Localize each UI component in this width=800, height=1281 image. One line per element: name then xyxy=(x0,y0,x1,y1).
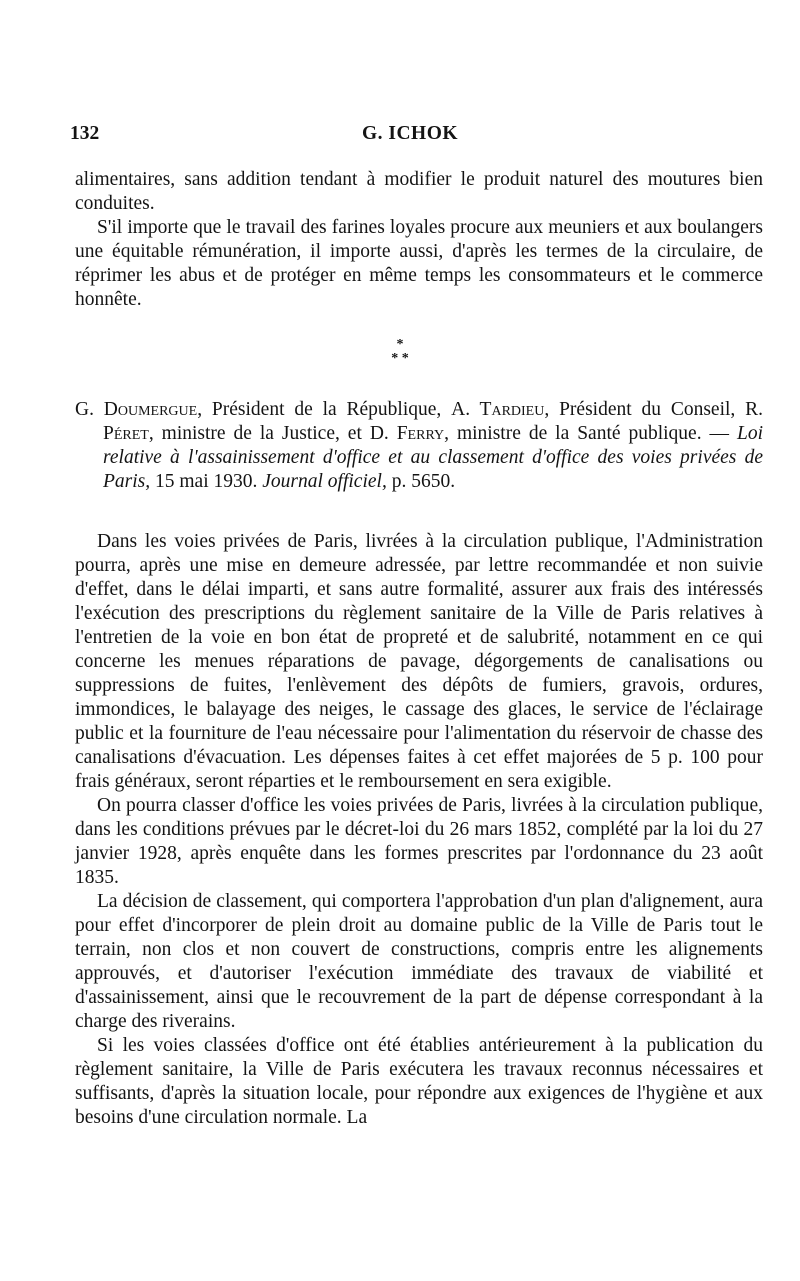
running-head: G. ICHOK xyxy=(361,123,459,144)
author-name: A. Tardieu xyxy=(451,399,545,420)
author-name: G. Doumergue xyxy=(75,399,198,420)
top-text-block xyxy=(75,168,763,312)
journal-name: Journal officiel, xyxy=(262,471,387,492)
paragraph: On pourra classer d'office les voies privées de Paris, livrées à la circulation publique, dans les conditions prévues par le décret-loi du 26 mars 1852, complété par la loi du 27 janvier 1928, après enquête dans les formes prescrites par l'ordonnance du 23 août 1835. xyxy=(75,795,763,888)
page-header xyxy=(70,122,750,150)
paragraph: La décision de classement, qui comportera l'approbation d'un plan d'alignement, aura pour effet d'incorporer de plein droit au domaine public de la Ville de Paris tout le terrain, non clos et non couvert de constructions, compris entre les alignements approuvés, et d'autoriser l'exécution immédiate des travaux de viabilité et d'assainissement, ainsi que le recouvrement de la part de dépense correspondant à la charge des riverains. xyxy=(75,891,763,1032)
law-title: Loi relative à l'assainissement d'office et au classement d'office des voies privées de Paris, xyxy=(103,423,763,492)
paragraph: S'il importe que le travail des farines loyales procure aux meuniers et aux boulangers une équitable rémunération, il importe aussi, d'après les termes de la circulaire, de réprimer les abus et de protéger en même temps les consommateurs et le commerce honnête. xyxy=(75,217,763,310)
law-citation xyxy=(75,398,763,494)
paragraph: alimentaires, sans addition tendant à modifier le produit naturel des moutures bien conduites. xyxy=(75,169,763,214)
paragraph: Dans les voies privées de Paris, livrées à la circulation publique, l'Administration pourra, après une mise en demeure adressée, par lettre recommandée et non suivie d'effet, dans le délai imparti, et sans autre formalité, assurer aux frais des intéressés l'exécution des prescriptions du règlement sanitaire de la Ville de Paris relatives à l'entretien de la voie en bon état de propreté et de salubrité, notamment en ce qui concerne les menues réparations de pavage, dégorgements de canalisations ou suppressions de fuites, l'enlèvement des dépôts de fumiers, gravois, ordures, immondices, le balayage des neiges, le cassage des glaces, le service de l'éclairage public et la fourniture de l'eau nécessaire pour l'alimentation du réservoir de chasse des canalisations d'évacuation. Les dépenses faites à cet effet majorées de 5 p. 100 pour frais généraux, seront réparties et le remboursement en sera exigible. xyxy=(75,531,763,792)
asterisk-bottom: * * xyxy=(391,351,409,366)
page-number: 132 xyxy=(70,123,100,144)
law-date: 15 mai 1930. xyxy=(150,471,263,492)
body-text-block xyxy=(75,530,763,1130)
section-separator xyxy=(0,338,800,366)
author-role: , Président du Conseil, xyxy=(544,399,746,420)
asterisk-top: * xyxy=(396,337,404,352)
author-name: R. Péret xyxy=(103,399,764,444)
author-role: , ministre de la Justice, et xyxy=(148,423,370,444)
author-role: , Président de la République, xyxy=(197,399,452,420)
paragraph: Si les voies classées d'office ont été établies antérieurement à la publication du règlement sanitaire, la Ville de Paris exécutera les travaux reconnus nécessaires et suffisants, d'après la situation locale, pour répondre aux exigences de l'hygiène et aux besoins d'une circulation normale. La xyxy=(75,1035,763,1128)
author-name: D. Ferry xyxy=(369,423,445,444)
journal-page: p. 5650. xyxy=(386,471,456,492)
author-role: , ministre de la Santé publique. — xyxy=(444,423,737,444)
